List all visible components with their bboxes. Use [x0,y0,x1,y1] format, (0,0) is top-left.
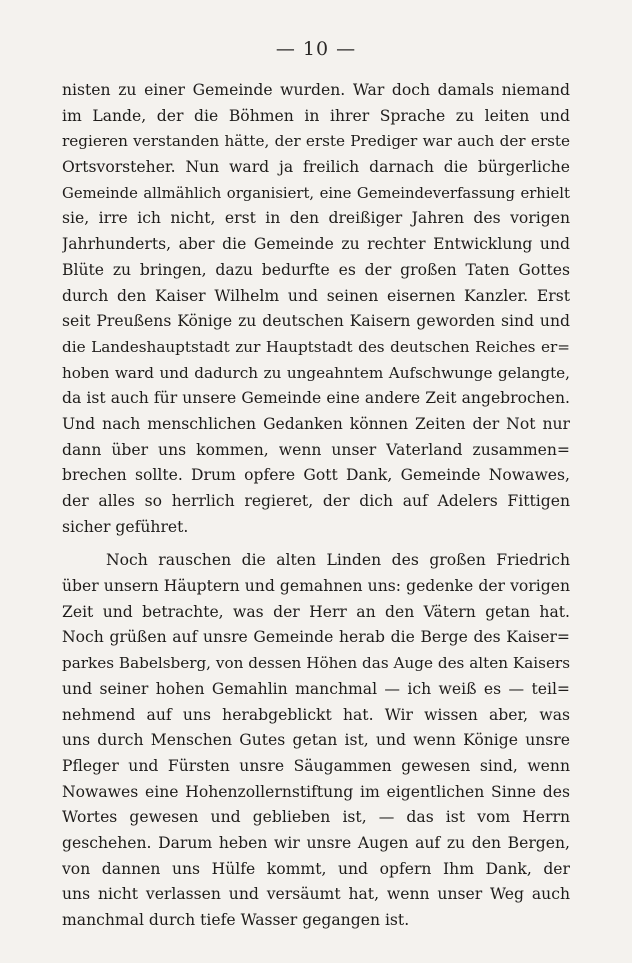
text-line: Noch rauschen die alten Linden des großen Friedrich [106,551,570,570]
text-line: und seiner hohen Gemahlin manchmal — ich weiß es — teil= [62,679,570,698]
text-line: Blüte zu bringen, dazu bedurfte es der großen Taten Gottes [62,260,570,279]
text-line: nisten zu einer Gemeinde wurden. War doch damals niemand [62,81,570,99]
text-line: manchmal durch tiefe Wasser gegangen ist. [62,911,410,929]
paragraph-gap [62,540,570,548]
paragraph-2 [62,548,570,933]
text-line: durch den Kaiser Wilhelm und seinen eisernen Kanzler. Erst [62,286,570,305]
text-line: die Landeshauptstadt zur Hauptstadt des deutschen Reiches er= [62,337,570,356]
text-line: Und nach menschlichen Gedanken können Zeiten der Not nur [62,414,570,433]
text-line: im Lande, der die Böhmen in ihrer Sprache zu leiten und [62,106,570,125]
text-line: brechen sollte. Drum opfere Gott Dank, Gemeinde Nowawes, [62,466,570,485]
text-line: da ist auch für unsere Gemeinde eine andere Zeit angebrochen. [62,389,570,408]
page-number: — 10 — [275,38,357,60]
text-line: seit Preußens Könige zu deutschen Kaisern geworden sind und [62,312,570,331]
text-line: Noch grüßen auf unsre Gemeinde herab die Berge des Kaiser= [62,628,570,647]
text-line: über unsern Häuptern und gemahnen uns: gedenke der vorigen [62,577,570,596]
text-line: hoben ward und dadurch zu ungeahntem Aufschwunge gelangte, [62,363,570,382]
text-line: Ortsvorsteher. Nun ward ja freilich darnach die bürgerliche [62,158,570,177]
text-line: Zeit und betrachte, was der Herr an den Vätern getan hat. [62,602,570,621]
text-line: regieren verstanden hätte, der erste Prediger war auch der erste [62,132,570,151]
text-line: Jahrhunderts, aber die Gemeinde zu rechter Entwicklung und [62,235,570,254]
text-line: geschehen. Darum heben wir unsre Augen auf zu den Bergen, [62,833,570,852]
text-line: sie, irre ich nicht, erst in den dreißiger Jahren des vorigen [62,209,570,228]
text-line: uns durch Menschen Gutes getan ist, und wenn Könige unsre [62,731,570,750]
text-line: Pfleger und Fürsten unsre Säugammen gewesen sind, wenn [62,756,570,775]
text-line: Wortes gewesen und geblieben ist, — das ist vom Herrn [62,808,570,827]
text-line: sicher geführet. [62,517,189,536]
text-line: parkes Babelsberg, von dessen Höhen das Auge des alten Kaisers [62,654,570,673]
text-line: Nowawes eine Hohenzollernstiftung im eigentlichen Sinne des [62,782,570,801]
paragraph-1 [62,78,570,540]
body-text [62,78,570,934]
text-line: Gemeinde allmählich organisiert, eine Gemeindeverfassung erhielt [62,184,570,202]
text-line: uns nicht verlassen und versäumt hat, wenn unser Weg auch [62,885,570,904]
text-line: von dannen uns Hülfe kommt, und opfern Ihm Dank, der [62,859,570,878]
text-line: dann über uns kommen, wenn unser Vaterland zusammen= [62,440,570,459]
text-line: nehmend auf uns herabgeblickt hat. Wir wissen aber, was [62,705,570,724]
text-line: der alles so herrlich regieret, der dich auf Adelers Fittigen [62,492,570,510]
